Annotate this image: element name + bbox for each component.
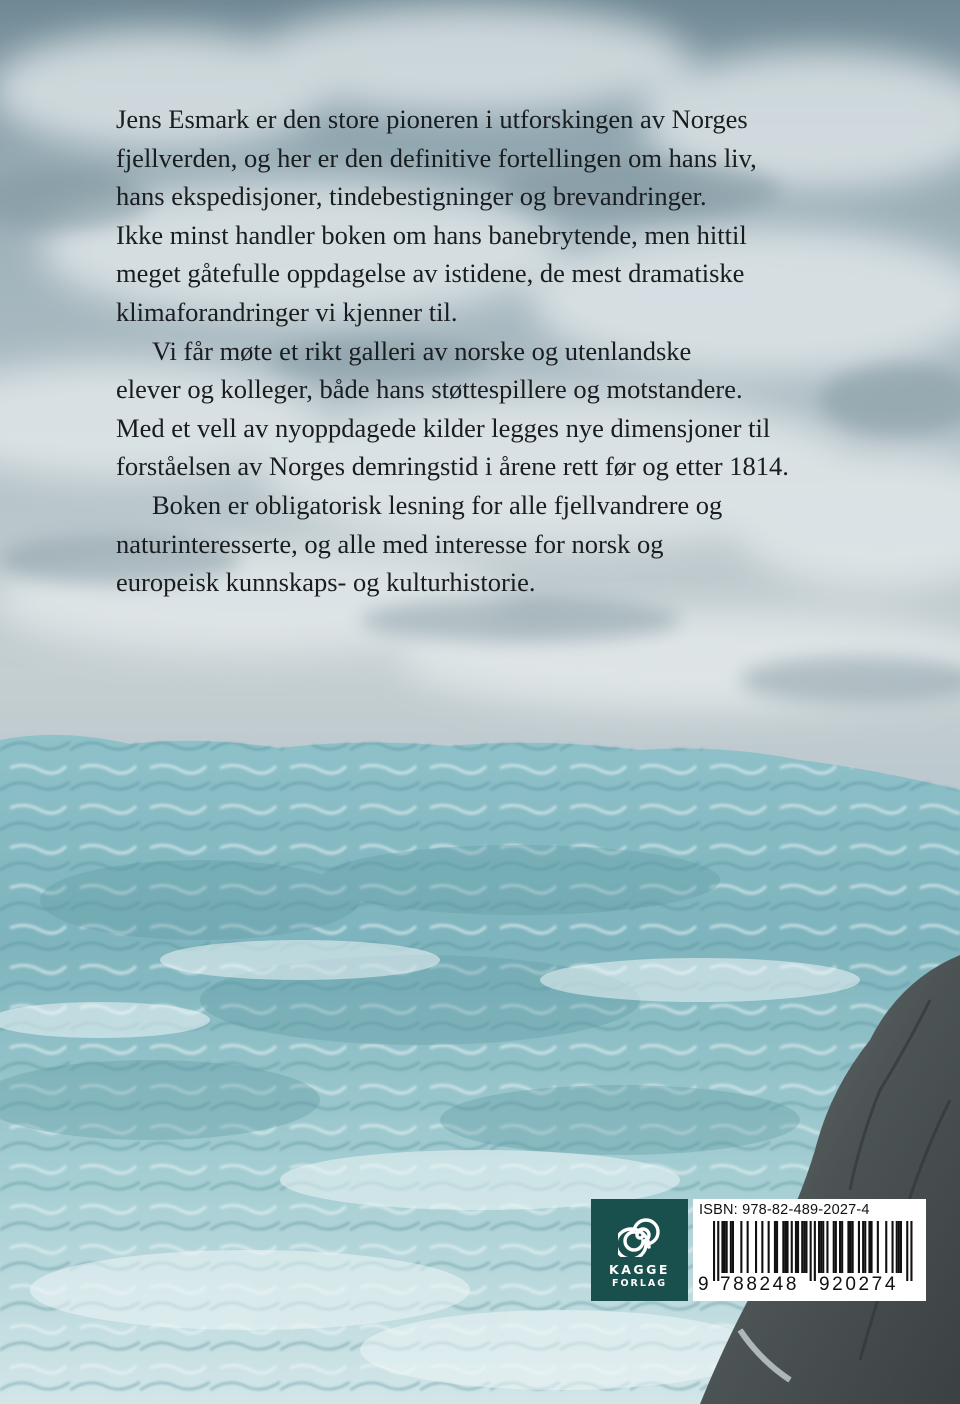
blurb-line: Med et vell av nyoppdagede kilder legges nye dimensjoner til bbox=[116, 412, 771, 443]
barcode-bar bbox=[717, 1221, 719, 1281]
barcode-digit-first: 9 bbox=[698, 1274, 709, 1295]
blurb-line: Jens Esmark er den store pioneren i utforskingen av Norges bbox=[116, 104, 748, 134]
blurb-paragraph bbox=[116, 332, 936, 486]
isbn-label: ISBN: 978-82-489-2027-4 bbox=[699, 1202, 870, 1218]
barcode-bar bbox=[877, 1221, 879, 1273]
barcode-bar bbox=[814, 1221, 816, 1281]
blurb-line: Ikke minst handler boken om hans banebrytende, men hittil bbox=[116, 219, 747, 250]
blurb-line: hans ekspedisjoner, tindebestigninger og brevandringer. bbox=[116, 181, 707, 212]
isbn-barcode bbox=[693, 1199, 926, 1301]
barcode-bar bbox=[797, 1221, 799, 1273]
barcode-bar bbox=[871, 1221, 873, 1273]
barcode-bar bbox=[810, 1221, 812, 1281]
barcode-bar bbox=[852, 1221, 854, 1273]
barcode-bar bbox=[803, 1221, 805, 1273]
blurb-line: klimaforandringer vi kjenner til. bbox=[116, 296, 458, 327]
blurb-line: fjellverden, og her er den definitive fortellingen om hans liv, bbox=[116, 142, 757, 173]
blurb-line: europeisk kunnskaps- og kulturhistorie. bbox=[116, 567, 536, 598]
barcode-bar bbox=[826, 1221, 828, 1273]
barcode-bar bbox=[841, 1221, 843, 1273]
barcode-bar bbox=[713, 1221, 715, 1281]
barcode-bar bbox=[755, 1221, 757, 1273]
barcode-digits bbox=[693, 1274, 926, 1300]
barcode-bar bbox=[868, 1221, 870, 1273]
barcode-bar bbox=[833, 1221, 835, 1273]
blurb-paragraph bbox=[116, 486, 936, 602]
publisher-sub: FORLAG bbox=[611, 1278, 668, 1289]
barcode-bar bbox=[787, 1221, 789, 1273]
barcode-bar bbox=[726, 1221, 728, 1273]
barcode-bar bbox=[784, 1221, 786, 1273]
barcode-bar bbox=[906, 1221, 908, 1281]
blurb-paragraph bbox=[116, 100, 936, 332]
barcode-bar bbox=[822, 1221, 824, 1273]
barcode-bar bbox=[900, 1221, 902, 1273]
blurb-line: naturinteresserte, og alle med interesse for norsk og bbox=[116, 528, 664, 559]
barcode-bar bbox=[858, 1221, 860, 1273]
publisher-logo bbox=[591, 1199, 688, 1301]
barcode-bar bbox=[730, 1221, 732, 1273]
blurb-line: Boken er obligatorisk lesning for alle fjellvandrere og bbox=[152, 489, 723, 520]
barcode-bar bbox=[864, 1221, 866, 1273]
barcode-bar bbox=[818, 1221, 820, 1273]
barcode-digits-left: 788248 bbox=[720, 1274, 800, 1295]
publisher-name: KAGGE bbox=[609, 1262, 670, 1277]
barcode-bar bbox=[885, 1221, 887, 1273]
blurb-line: meget gåtefulle oppdagelse av istidene, de mest dramatiske bbox=[116, 258, 745, 289]
barcode-bar bbox=[898, 1221, 900, 1273]
barcode-bar bbox=[910, 1221, 912, 1281]
barcode-bar bbox=[791, 1221, 793, 1273]
barcode-bar bbox=[801, 1221, 803, 1273]
barcode-bar bbox=[850, 1221, 852, 1273]
barcode-digits-right: 920274 bbox=[819, 1274, 899, 1295]
barcode-bar bbox=[805, 1221, 807, 1273]
barcode-bar bbox=[768, 1221, 770, 1273]
barcode-bar bbox=[740, 1221, 742, 1273]
barcode-bar bbox=[774, 1221, 776, 1273]
barcode-bar bbox=[835, 1221, 837, 1273]
barcode-bar bbox=[782, 1221, 784, 1273]
barcode-bar bbox=[862, 1221, 864, 1273]
blurb-line: Vi får møte et rikt galleri av norske og utenlandske bbox=[152, 335, 692, 366]
barcode-bar bbox=[795, 1221, 797, 1273]
back-cover-blurb bbox=[116, 100, 936, 602]
spiral-icon bbox=[618, 1213, 662, 1257]
barcode-bar bbox=[839, 1221, 841, 1273]
barcode-bar bbox=[721, 1221, 723, 1273]
barcode-bar bbox=[820, 1221, 822, 1273]
barcode-bar bbox=[761, 1221, 763, 1273]
barcode-bar bbox=[724, 1221, 726, 1273]
blurb-line: elever og kolleger, både hans støttespillere og motstandere. bbox=[116, 374, 743, 405]
barcode-bar bbox=[747, 1221, 749, 1273]
barcode-bar bbox=[776, 1221, 778, 1273]
barcode-bar bbox=[732, 1221, 734, 1273]
barcode-bar bbox=[892, 1221, 894, 1273]
blurb-line: forståelsen av Norges demringstid i årene rett før og etter 1814. bbox=[116, 451, 789, 482]
barcode-bar bbox=[896, 1221, 898, 1273]
barcode-bar bbox=[847, 1221, 849, 1273]
